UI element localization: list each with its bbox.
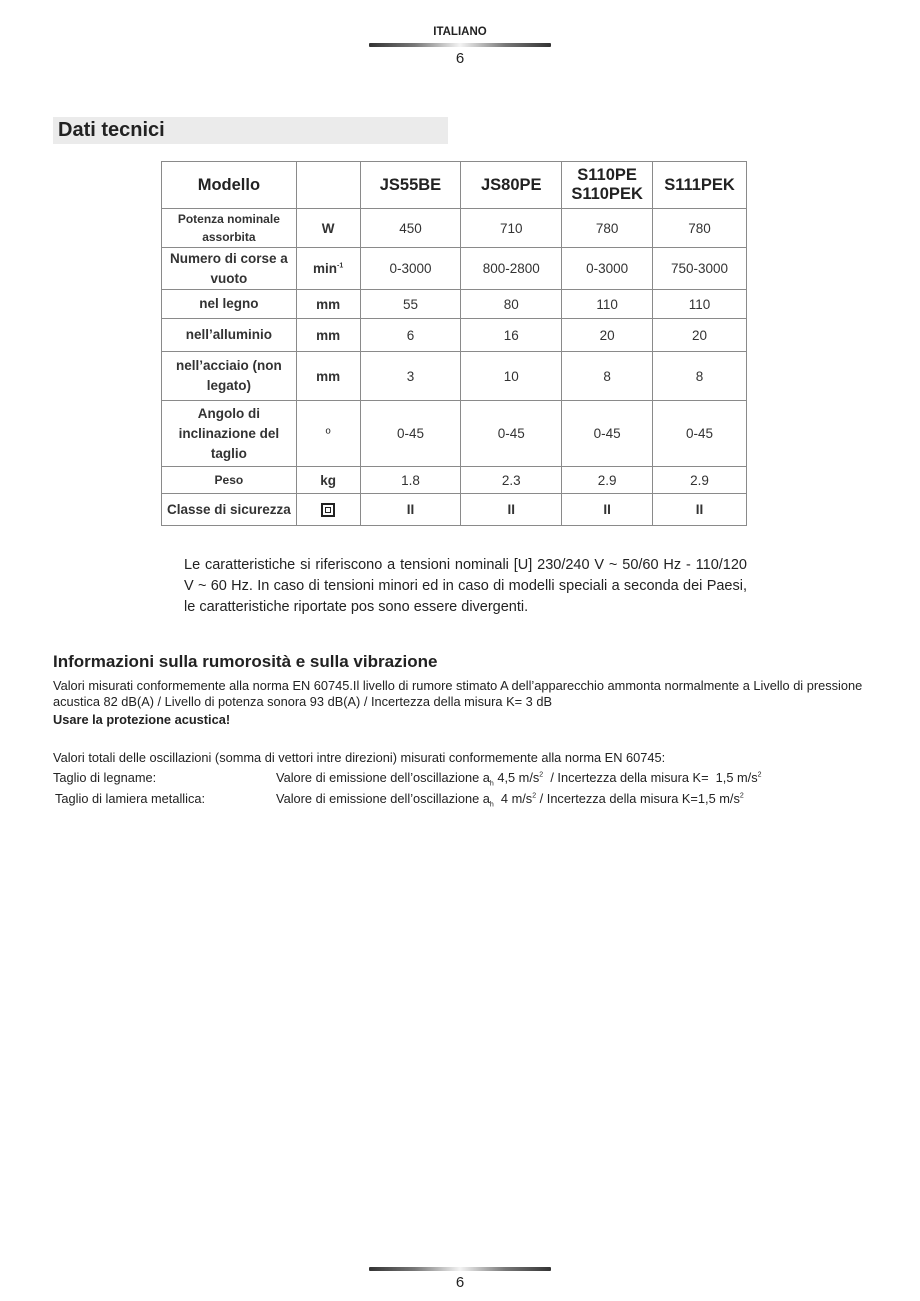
- table-row: [162, 352, 747, 401]
- voltage-note: Le caratteristiche si riferiscono a tensioni nominali [U] 230/240 V ~ 50/60 Hz - 110/120 V ~ 60 Hz. In caso di tensioni minori ed in caso di modelli speciali a seconda dei Paesi, le caratteristiche riportate pos sono essere divergenti.: [184, 557, 747, 615]
- row-label: Peso: [162, 467, 297, 494]
- row-label: Angolo di inclinazione del taglio: [162, 401, 297, 467]
- header-divider: [369, 43, 551, 47]
- table-row: [162, 319, 747, 352]
- table-row: [162, 467, 747, 494]
- cell-value: 110: [653, 290, 747, 319]
- cell-value: 16: [461, 319, 562, 352]
- cell-value: 450: [360, 209, 461, 248]
- header-model: S110PE S110PEK: [562, 162, 653, 209]
- cell-value: 3: [360, 352, 461, 401]
- header-language: ITALIANO: [433, 26, 487, 38]
- noise-warning: Usare la protezione acustica!: [53, 712, 231, 727]
- cell-value: 8: [562, 352, 653, 401]
- row-unit: W: [296, 209, 360, 248]
- vibration-label: Taglio di legname:: [53, 770, 157, 785]
- cell-value: 110: [562, 290, 653, 319]
- double-insulation-icon: [321, 503, 335, 517]
- cell-value: 10: [461, 352, 562, 401]
- cell-value: 0-45: [461, 401, 562, 467]
- row-unit: mm: [296, 290, 360, 319]
- header-model-label: Modello: [162, 162, 297, 209]
- table-header-row: [162, 162, 747, 209]
- cell-value: 750-3000: [653, 248, 747, 290]
- footer-divider: [369, 1267, 551, 1271]
- cell-value: 710: [461, 209, 562, 248]
- cell-value: 55: [360, 290, 461, 319]
- cell-value: II: [562, 494, 653, 526]
- cell-value: 0-3000: [562, 248, 653, 290]
- cell-value: 2.3: [461, 467, 562, 494]
- footer-page-number: 6: [455, 1274, 465, 1291]
- header-model: JS80PE: [461, 162, 562, 209]
- spec-table: [161, 161, 747, 526]
- table-row: [162, 401, 747, 467]
- cell-value: 20: [562, 319, 653, 352]
- vibration-value: Valore di emissione dell’oscillazione $a_h$ 4 $m/s^2$ / Incertezza della misura K=1,5 $m/s^2$: [276, 791, 744, 809]
- header-model: JS55BE: [360, 162, 461, 209]
- section-title: Dati tecnici: [53, 117, 448, 144]
- cell-value: II: [653, 494, 747, 526]
- table-row: [162, 290, 747, 319]
- row-label: nel legno: [162, 290, 297, 319]
- cell-value: 2.9: [653, 467, 747, 494]
- cell-value: 0-45: [653, 401, 747, 467]
- cell-value: 0-45: [562, 401, 653, 467]
- cell-value: 780: [562, 209, 653, 248]
- row-unit: [296, 494, 360, 526]
- row-label: nell’acciaio (non legato): [162, 352, 297, 401]
- table-row: [162, 209, 747, 248]
- row-label: Numero di corse a vuoto: [162, 248, 297, 290]
- cell-value: 20: [653, 319, 747, 352]
- cell-value: 0-45: [360, 401, 461, 467]
- cell-value: II: [360, 494, 461, 526]
- header-unit: [296, 162, 360, 209]
- cell-value: 8: [653, 352, 747, 401]
- row-unit: mm: [296, 352, 360, 401]
- cell-value: 780: [653, 209, 747, 248]
- vibration-label: Taglio di lamiera metallica:: [55, 791, 206, 806]
- row-label: nell’alluminio: [162, 319, 297, 352]
- cell-value: 80: [461, 290, 562, 319]
- row-label: Potenza nominale assorbita: [162, 209, 297, 248]
- header-model: S111PEK: [653, 162, 747, 209]
- table-row: [162, 248, 747, 290]
- row-label: Classe di sicurezza: [162, 494, 297, 526]
- cell-value: 2.9: [562, 467, 653, 494]
- cell-value: 1.8: [360, 467, 461, 494]
- row-unit: kg: [296, 467, 360, 494]
- cell-value: 0-3000: [360, 248, 461, 290]
- row-unit: mm: [296, 319, 360, 352]
- cell-value: 6: [360, 319, 461, 352]
- vibration-intro: Valori totali delle oscillazioni (somma di vettori intre direzioni) misurati conformemente alla norma EN 60745:: [53, 750, 666, 765]
- cell-value: II: [461, 494, 562, 526]
- row-unit: º: [296, 401, 360, 467]
- noise-section-title: Informazioni sulla rumorosità e sulla vibrazione: [53, 652, 438, 671]
- table-row: [162, 494, 747, 526]
- vibration-value: Valore di emissione dell’oscillazione $a_h$ 4,5 $m/s^2$ / Incertezza della misura K= 1,5 $m/s^2$: [276, 770, 762, 788]
- cell-value: 800-2800: [461, 248, 562, 290]
- header-page-number: 6: [455, 50, 465, 67]
- noise-text: Valori misurati conformemente alla norma EN 60745.Il livello di rumore stimato A dell’apparecchio ammonta normalmente a Livello di pressione acustica 82 dB(A) / Livello di potenza sonora 93 dB(A) / Incertezza della misura K= 3 dB: [53, 678, 863, 709]
- row-unit: $\min^{-1}$: [296, 248, 360, 290]
